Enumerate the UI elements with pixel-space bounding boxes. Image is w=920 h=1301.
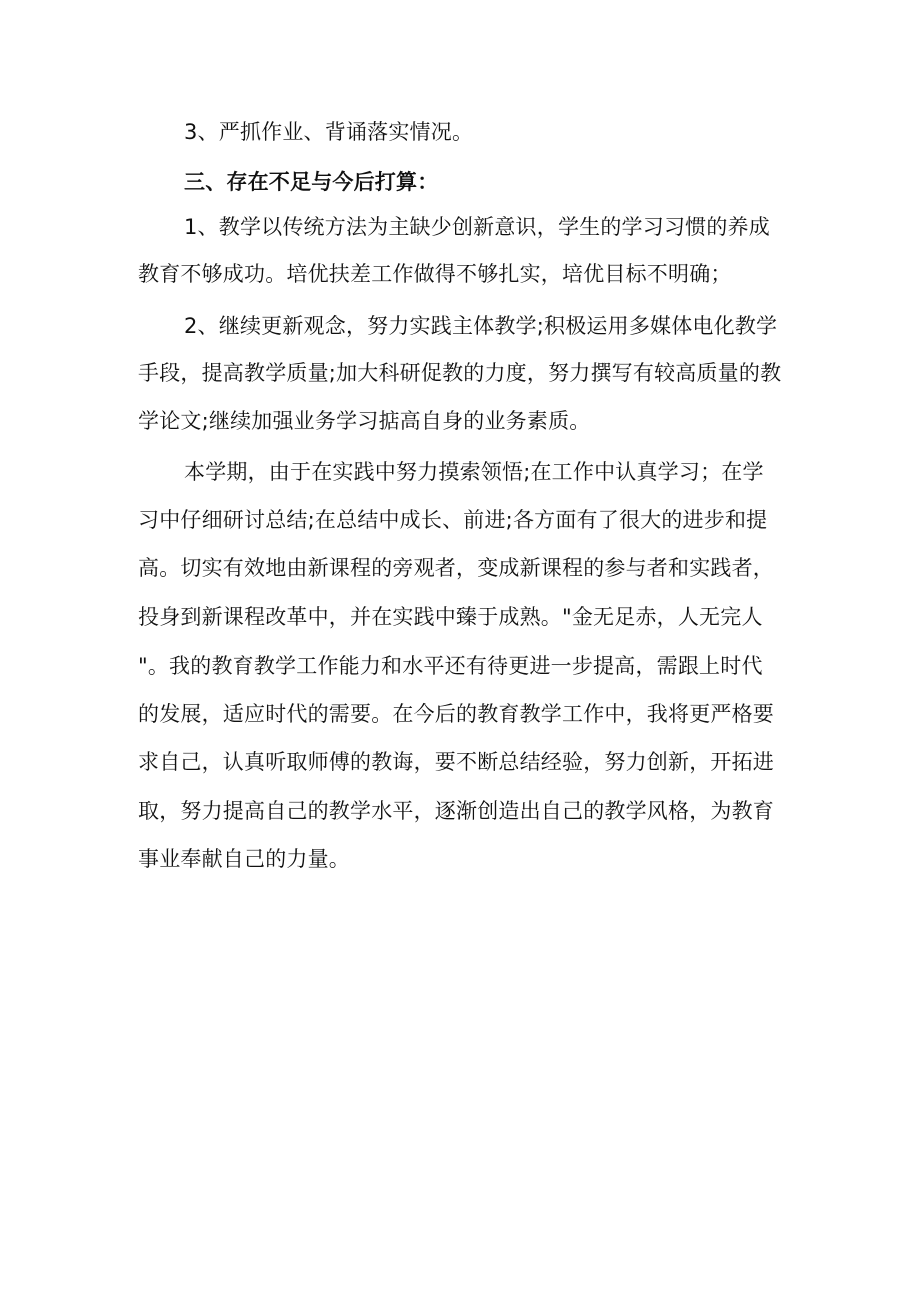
paragraph-3-line-2: 习中仔细研讨总结;在总结中成长、前进;各方面有了很大的进步和提 [138,508,768,532]
paragraph-2-line-1: 2、继续更新观念，努力实践主体教学;积极运用多媒体电化教学 [184,314,778,338]
paragraph-1-line-1: 1、教学以传统方法为主缺少创新意识，学生的学习习惯的养成 [184,215,770,239]
paragraph-3-line-6: 的发展，适应时代的需要。在今后的教育教学工作中，我将更严格要 [138,702,774,726]
paragraph-1-line-2: 教育不够成功。培优扶差工作做得不够扎实，培优目标不明确； [138,262,732,286]
paragraph-2-line-2: 手段，提高教学质量;加大科研促教的力度，努力撰写有较高质量的教 [138,361,782,385]
paragraph-item-3: 3、严抓作业、背诵落实情况。 [184,120,474,144]
paragraph-3-line-7: 求自己，认真听取师傅的教诲，要不断总结经验，努力创新，开拓进 [138,750,774,774]
paragraph-3-line-9: 事业奉献自己的力量。 [138,847,350,871]
paragraph-3-line-3: 高。切实有效地由新课程的旁观者，变成新课程的参与者和实践者， [138,556,774,580]
paragraph-3-line-1: 本学期，由于在实践中努力摸索领悟;在工作中认真学习；在学 [184,460,764,484]
paragraph-3-line-5: "。我的教育教学工作能力和水平还有待更进一步提高，需跟上时代 [138,654,763,678]
paragraph-3-line-8: 取，努力提高自己的教学水平，逐渐创造出自己的教学风格，为教育 [138,799,774,823]
paragraph-3-line-4: 投身到新课程改革中，并在实践中臻于成熟。"金无足赤，人无完人 [138,605,763,629]
paragraph-2-line-3: 学论文;继续加强业务学习掂高自身的业务素质。 [138,409,591,433]
section-heading: 三、存在不足与今后打算： [184,170,439,194]
